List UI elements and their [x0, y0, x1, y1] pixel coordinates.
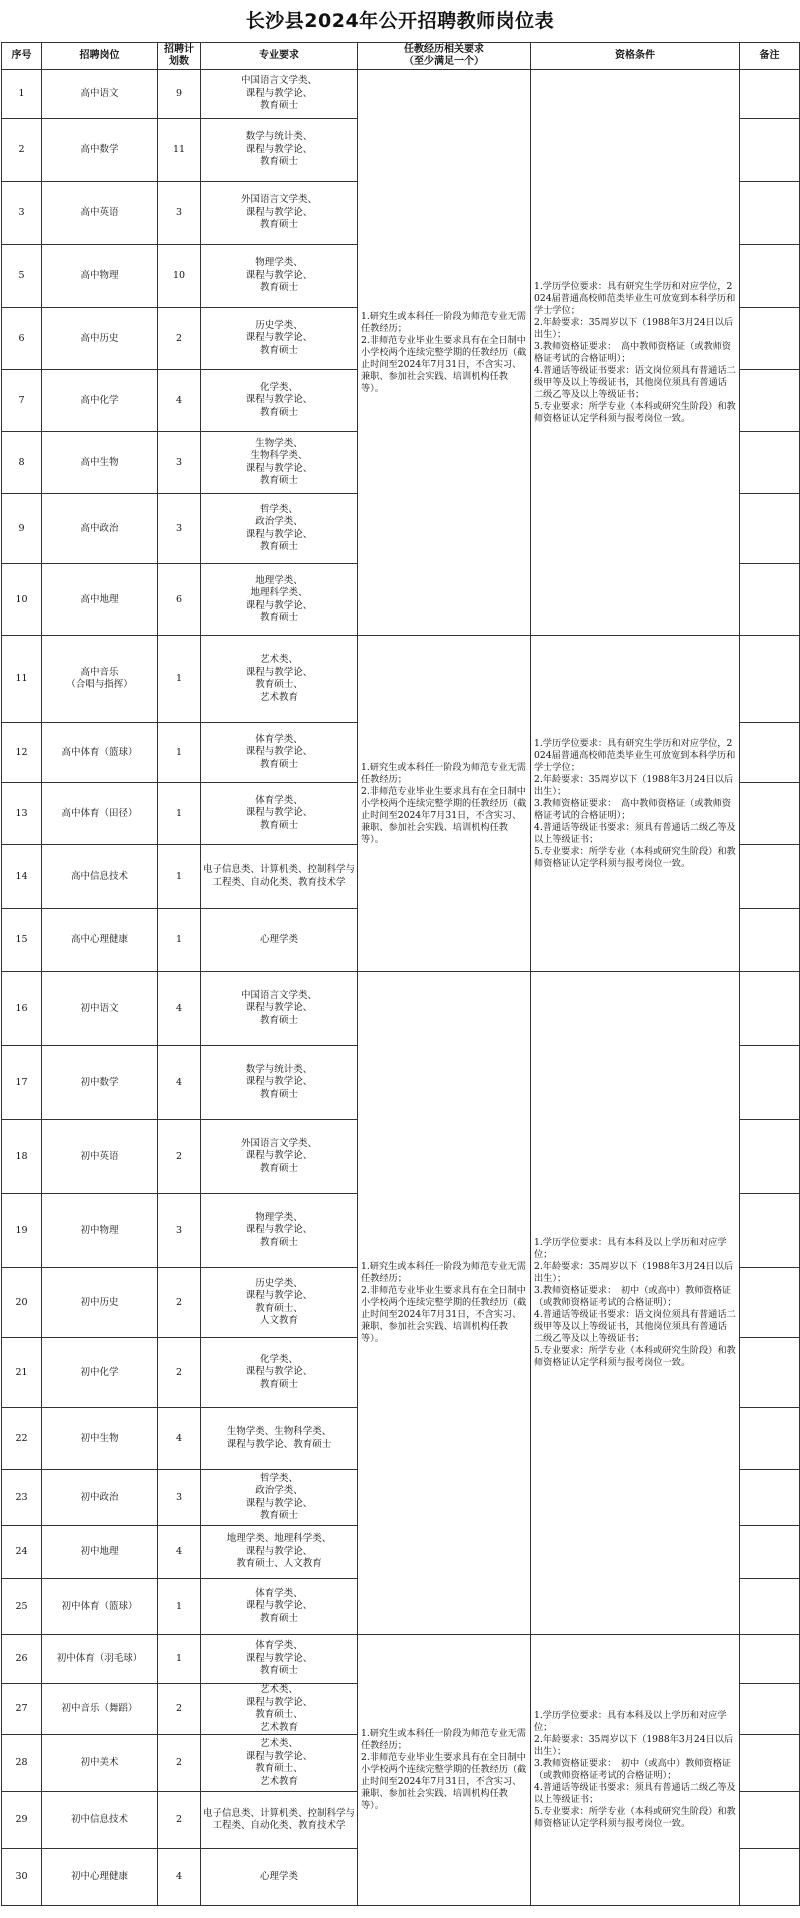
cell-remarks [740, 1408, 800, 1470]
cell-post: 高中化学 [42, 370, 158, 432]
cell-count: 2 [158, 1792, 201, 1849]
page-title: 长沙县2024年公开招聘教师岗位表 [245, 10, 555, 32]
header-cell-experience: 任教经历相关要求 （至少满足一个） [358, 43, 531, 70]
cell-post: 高中信息技术 [42, 845, 158, 909]
cell-count: 4 [158, 1408, 201, 1470]
cell-remarks [740, 1792, 800, 1849]
cell-post: 初中心理健康 [42, 1849, 158, 1906]
cell-remarks [740, 1470, 800, 1526]
cell-qualification: 1.学历学位要求：具有研究生学历和对应学位，2024届普通高校师范类毕业生可放宽到本科学历和学士学位； 2.年龄要求：35周岁以下（1988年3月24日以后出生）； 3.教师资格证要求： 高中教师资格证（或教师资格证考试的合格证明）； 4.普通话等级证书要求：语文岗位须具有普通话二级甲等及以上等级证书，其他岗位须具有普通话二级乙等及以上等级证书； 5.专业要求：所学专业（本科或研究生阶段）和教师资格证认定学科须与报考岗位一致。 [531, 70, 740, 636]
cell-count: 2 [158, 1735, 201, 1792]
cell-major: 哲学类、 政治学类、 课程与教学论、 教育硕士 [201, 1470, 358, 1526]
cell-count: 2 [158, 1268, 201, 1338]
cell-remarks [740, 1338, 800, 1408]
cell-major: 地理学类、地理科学类、 课程与教学论、 教育硕士、人文教育 [201, 1526, 358, 1579]
cell-post: 初中音乐（舞蹈） [42, 1684, 158, 1735]
cell-remarks [740, 564, 800, 636]
cell-count: 11 [158, 119, 201, 182]
cell-post: 初中数学 [42, 1046, 158, 1120]
cell-remarks [740, 1268, 800, 1338]
cell-count: 3 [158, 1194, 201, 1268]
cell-post: 高中心理健康 [42, 909, 158, 972]
cell-post: 初中历史 [42, 1268, 158, 1338]
cell-no: 16 [2, 972, 42, 1046]
cell-count: 1 [158, 909, 201, 972]
cell-remarks [740, 1194, 800, 1268]
cell-major: 哲学类、 政治学类、 课程与教学论、 教育硕士 [201, 494, 358, 564]
cell-remarks [740, 783, 800, 845]
cell-major: 外国语言文学类、 课程与教学论、 教育硕士 [201, 1120, 358, 1194]
cell-major: 艺术类、 课程与教学论、 教育硕士、 艺术教育 [201, 636, 358, 723]
cell-remarks [740, 245, 800, 308]
cell-no: 24 [2, 1526, 42, 1579]
cell-post: 高中语文 [42, 70, 158, 119]
cell-experience: 1.研究生或本科任一阶段为师范专业无需任教经历； 2.非师范专业毕业生要求具有在全日制中小学校两个连续完整学期的任教经历（截止时间至2024年7月31日，不含实习、兼职、参加社会实践、培训机构任教等）。 [358, 1635, 531, 1906]
cell-count: 1 [158, 1579, 201, 1635]
cell-no: 2 [2, 119, 42, 182]
header-cell-major: 专业要求 [201, 43, 358, 70]
cell-remarks [740, 972, 800, 1046]
cell-no: 8 [2, 432, 42, 494]
cell-remarks [740, 308, 800, 370]
cell-remarks [740, 845, 800, 909]
table-row [2, 70, 800, 119]
cell-no: 3 [2, 182, 42, 245]
cell-post: 初中美术 [42, 1735, 158, 1792]
cell-no: 14 [2, 845, 42, 909]
header-cell-qualification: 资格条件 [531, 43, 740, 70]
cell-count: 1 [158, 723, 201, 783]
header-cell-count: 招聘计划数 [158, 43, 201, 70]
cell-post: 初中化学 [42, 1338, 158, 1408]
cell-post: 高中体育（田径） [42, 783, 158, 845]
cell-post: 高中物理 [42, 245, 158, 308]
cell-count: 2 [158, 308, 201, 370]
cell-no: 28 [2, 1735, 42, 1792]
cell-no: 20 [2, 1268, 42, 1338]
cell-remarks [740, 432, 800, 494]
cell-post: 初中体育（篮球） [42, 1579, 158, 1635]
recruitment-table [1, 42, 800, 1906]
cell-experience: 1.研究生或本科任一阶段为师范专业无需任教经历； 2.非师范专业毕业生要求具有在全日制中小学校两个连续完整学期的任教经历（截止时间至2024年7月31日，不含实习、兼职、参加社会实践、培训机构任教等）。 [358, 972, 531, 1635]
cell-no: 30 [2, 1849, 42, 1906]
cell-no: 9 [2, 494, 42, 564]
cell-remarks [740, 1849, 800, 1906]
cell-major: 地理学类、 地理科学类、 课程与教学论、 教育硕士 [201, 564, 358, 636]
cell-count: 4 [158, 1046, 201, 1120]
cell-remarks [740, 119, 800, 182]
cell-no: 23 [2, 1470, 42, 1526]
cell-major: 外国语言文学类、 课程与教学论、 教育硕士 [201, 182, 358, 245]
cell-count: 3 [158, 432, 201, 494]
cell-no: 5 [2, 245, 42, 308]
cell-no: 12 [2, 723, 42, 783]
cell-remarks [740, 909, 800, 972]
cell-count: 9 [158, 70, 201, 119]
cell-no: 6 [2, 308, 42, 370]
cell-count: 2 [158, 1684, 201, 1735]
cell-post: 高中英语 [42, 182, 158, 245]
cell-qualification: 1.学历学位要求：具有本科及以上学历和对应学位； 2.年龄要求：35周岁以下（1988年3月24日以后出生）； 3.教师资格证要求： 初中（或高中）教师资格证（或教师资格证考试的合格证明）； 4.普通话等级证书要求：语文岗位须具有普通话二级甲等及以上等级证书，其他岗位须具有普通话二级乙等及以上等级证书； 5.专业要求：所学专业（本科或研究生阶段）和教师资格证认定学科须与报考岗位一致。 [531, 972, 740, 1635]
cell-experience: 1.研究生或本科任一阶段为师范专业无需任教经历； 2.非师范专业毕业生要求具有在全日制中小学校两个连续完整学期的任教经历（截止时间至2024年7月31日，不含实习、兼职、参加社会实践、培训机构任教等）。 [358, 636, 531, 972]
cell-count: 3 [158, 1470, 201, 1526]
cell-count: 3 [158, 182, 201, 245]
cell-major: 中国语言文学类、 课程与教学论、 教育硕士 [201, 972, 358, 1046]
cell-no: 15 [2, 909, 42, 972]
cell-remarks [740, 723, 800, 783]
table-body [2, 70, 800, 1906]
cell-count: 4 [158, 1849, 201, 1906]
cell-no: 7 [2, 370, 42, 432]
table-row [2, 636, 800, 723]
cell-major: 中国语言文学类、 课程与教学论、 教育硕士 [201, 70, 358, 119]
cell-count: 1 [158, 845, 201, 909]
table-row [2, 1635, 800, 1684]
cell-post: 高中地理 [42, 564, 158, 636]
cell-major: 数学与统计类、 课程与教学论、 教育硕士 [201, 1046, 358, 1120]
cell-no: 17 [2, 1046, 42, 1120]
cell-count: 3 [158, 494, 201, 564]
header-cell-no: 序号 [2, 43, 42, 70]
header-cell-post: 招聘岗位 [42, 43, 158, 70]
cell-count: 10 [158, 245, 201, 308]
cell-remarks [740, 1046, 800, 1120]
cell-no: 13 [2, 783, 42, 845]
cell-no: 1 [2, 70, 42, 119]
cell-post: 初中地理 [42, 1526, 158, 1579]
cell-major: 历史学类、 课程与教学论、 教育硕士、 人文教育 [201, 1268, 358, 1338]
cell-major: 心理学类 [201, 909, 358, 972]
cell-post: 高中历史 [42, 308, 158, 370]
cell-remarks [740, 70, 800, 119]
cell-post: 高中生物 [42, 432, 158, 494]
cell-post: 高中体育（篮球） [42, 723, 158, 783]
cell-major: 电子信息类、计算机类、控制科学与工程类、自动化类、教育技术学 [201, 1792, 358, 1849]
header-cell-remarks: 备注 [740, 43, 800, 70]
cell-remarks [740, 1526, 800, 1579]
cell-remarks [740, 1579, 800, 1635]
cell-no: 26 [2, 1635, 42, 1684]
cell-no: 11 [2, 636, 42, 723]
cell-major: 物理学类、 课程与教学论、 教育硕士 [201, 1194, 358, 1268]
cell-major: 体育学类、 课程与教学论、 教育硕士 [201, 723, 358, 783]
cell-remarks [740, 1635, 800, 1684]
cell-post: 初中体育（羽毛球） [42, 1635, 158, 1684]
cell-major: 数学与统计类、 课程与教学论、 教育硕士 [201, 119, 358, 182]
cell-no: 19 [2, 1194, 42, 1268]
cell-remarks [740, 1684, 800, 1735]
cell-count: 6 [158, 564, 201, 636]
cell-major: 化学类、 课程与教学论、 教育硕士 [201, 370, 358, 432]
cell-count: 4 [158, 1526, 201, 1579]
cell-remarks [740, 370, 800, 432]
cell-major: 艺术类、 课程与教学论、 教育硕士、 艺术教育 [201, 1735, 358, 1792]
header-row [2, 43, 800, 70]
cell-post: 高中数学 [42, 119, 158, 182]
cell-major: 电子信息类、计算机类、控制科学与工程类、自动化类、教育技术学 [201, 845, 358, 909]
cell-no: 29 [2, 1792, 42, 1849]
cell-major: 化学类、 课程与教学论、 教育硕士 [201, 1338, 358, 1408]
cell-major: 生物学类、生物科学类、 课程与教学论、教育硕士 [201, 1408, 358, 1470]
cell-remarks [740, 1120, 800, 1194]
cell-no: 18 [2, 1120, 42, 1194]
cell-count: 4 [158, 370, 201, 432]
cell-count: 2 [158, 1338, 201, 1408]
cell-post: 初中英语 [42, 1120, 158, 1194]
cell-post: 初中生物 [42, 1408, 158, 1470]
cell-post: 初中语文 [42, 972, 158, 1046]
cell-remarks [740, 636, 800, 723]
cell-no: 27 [2, 1684, 42, 1735]
cell-post: 高中音乐 （合唱与指挥） [42, 636, 158, 723]
cell-remarks [740, 1735, 800, 1792]
cell-qualification: 1.学历学位要求：具有本科及以上学历和对应学位； 2.年龄要求：35周岁以下（1988年3月24日以后出生）； 3.教师资格证要求： 初中（或高中）教师资格证（或教师资格证考试的合格证明）； 4.普通话等级证书要求：须具有普通话二级乙等及以上等级证书； 5.专业要求：所学专业（本科或研究生阶段）和教师资格证认定学科须与报考岗位一致。 [531, 1635, 740, 1906]
cell-major: 生物学类、 生物科学类、 课程与教学论、 教育硕士 [201, 432, 358, 494]
cell-experience: 1.研究生或本科任一阶段为师范专业无需任教经历； 2.非师范专业毕业生要求具有在全日制中小学校两个连续完整学期的任教经历（截止时间至2024年7月31日，不含实习、兼职、参加社会实践、培训机构任教等）。 [358, 70, 531, 636]
cell-count: 1 [158, 783, 201, 845]
cell-qualification: 1.学历学位要求：具有研究生学历和对应学位，2024届普通高校师范类毕业生可放宽到本科学历和学士学位； 2.年龄要求：35周岁以下（1988年3月24日以后出生）； 3.教师资格证要求： 高中教师资格证（或教师资格证考试的合格证明）； 4.普通话等级证书要求：须具有普通话二级乙等及以上等级证书； 5.专业要求：所学专业（本科或研究生阶段）和教师资格证认定学科须与报考岗位一致。 [531, 636, 740, 972]
cell-major: 物理学类、 课程与教学论、 教育硕士 [201, 245, 358, 308]
cell-major: 历史学类、 课程与教学论、 教育硕士 [201, 308, 358, 370]
cell-major: 心理学类 [201, 1849, 358, 1906]
cell-count: 1 [158, 636, 201, 723]
cell-no: 25 [2, 1579, 42, 1635]
cell-major: 体育学类、 课程与教学论、 教育硕士 [201, 1635, 358, 1684]
cell-remarks [740, 182, 800, 245]
table-row [2, 972, 800, 1046]
cell-no: 10 [2, 564, 42, 636]
cell-major: 体育学类、 课程与教学论、 教育硕士 [201, 1579, 358, 1635]
cell-post: 初中政治 [42, 1470, 158, 1526]
cell-count: 4 [158, 972, 201, 1046]
cell-no: 21 [2, 1338, 42, 1408]
cell-remarks [740, 494, 800, 564]
cell-post: 初中物理 [42, 1194, 158, 1268]
cell-major: 体育学类、 课程与教学论、 教育硕士 [201, 783, 358, 845]
cell-post: 高中政治 [42, 494, 158, 564]
cell-count: 2 [158, 1120, 201, 1194]
cell-post: 初中信息技术 [42, 1792, 158, 1849]
cell-no: 22 [2, 1408, 42, 1470]
cell-major: 艺术类、 课程与教学论、 教育硕士、 艺术教育 [201, 1684, 358, 1735]
cell-count: 1 [158, 1635, 201, 1684]
